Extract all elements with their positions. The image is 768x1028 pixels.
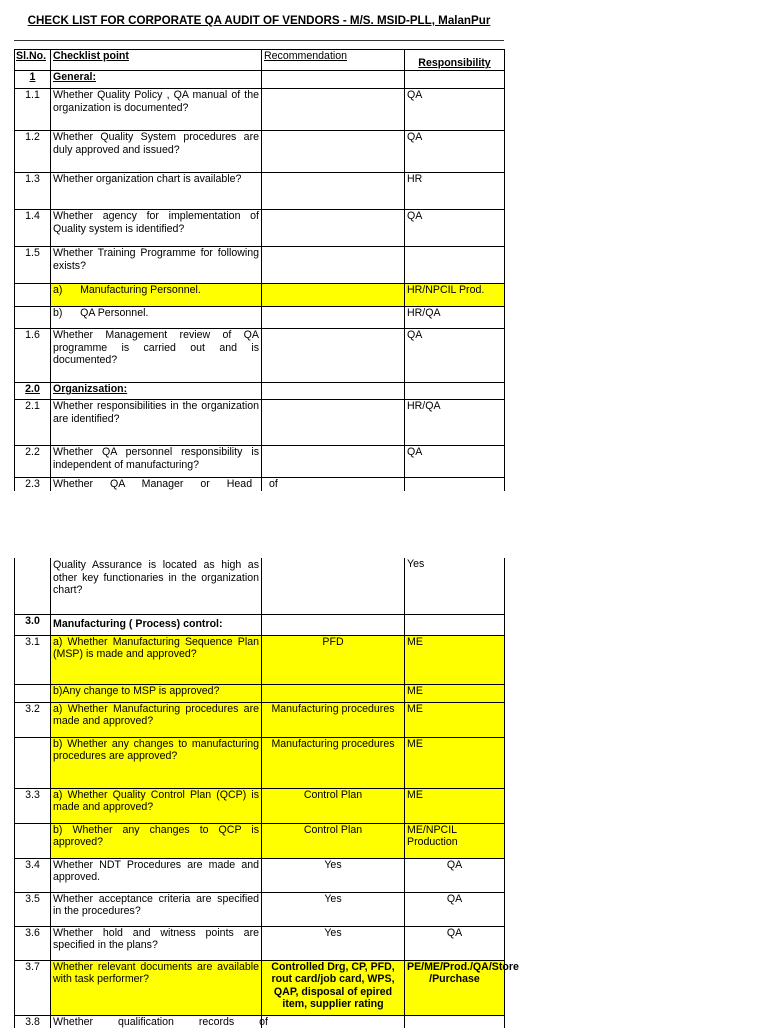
title-underline [14,40,504,41]
table-row [15,892,505,926]
table-row [15,210,505,247]
row-checklist-point: Whether hold and witness points are specified in the plans? [51,926,262,960]
row-number [15,737,51,788]
row-responsibility: PE/ME/Prod./QA/Store /Purchase [405,960,505,1015]
row-recommendation [262,210,405,247]
row-number: 3.5 [15,892,51,926]
document-title: CHECK LIST FOR CORPORATE QA AUDIT OF VENDORS - M/S. MSID-PLL, MalanPur [27,14,491,27]
table-row [15,960,505,1015]
header-responsibility: Responsibility [405,50,505,71]
row-checklist-point: Whether Quality Policy , QA manual of the organization is documented? [51,89,262,131]
row-checklist-point: b) Whether any changes to QCP is approved? [51,823,262,858]
row-recommendation [262,71,405,89]
row-recommendation: Yes [262,858,405,892]
header-row [15,50,505,71]
row-recommendation [262,329,405,383]
row-recommendation [262,478,405,491]
table-row [15,737,505,788]
row-responsibility: QA [405,329,505,383]
row-checklist-point: Organizsation: [51,383,262,400]
row-number: 3.7 [15,960,51,1015]
row-number: 3.2 [15,702,51,737]
row-checklist-point: Manufacturing ( Process) control: [51,614,262,635]
row-checklist-point: a) Whether Quality Control Plan (QCP) is made and approved? [51,788,262,823]
row-recommendation [262,131,405,173]
table-row [15,329,505,383]
row-recommendation [262,307,405,329]
table-row [15,247,505,284]
table-row [15,788,505,823]
row-number: 3.1 [15,635,51,684]
row-responsibility [405,1015,505,1028]
row-responsibility [405,614,505,635]
checklist-table-page-2 [14,558,519,1028]
table-row [15,131,505,173]
row-number: 3.0 [15,614,51,635]
row-number: 2.3 [15,478,51,491]
table-row [15,307,505,329]
row-number: 3.6 [15,926,51,960]
row-checklist-point: Whether Quality System procedures are duly approved and issued? [51,131,262,173]
row-responsibility: Yes [405,558,505,614]
row-number: 1.2 [15,131,51,173]
row-responsibility: QA [405,926,505,960]
row-responsibility: HR/QA [405,307,505,329]
row-checklist-point: Whether responsibilities in the organization are identified? [51,400,262,446]
row-number: 2.1 [15,400,51,446]
row-recommendation [262,247,405,284]
row-number: 1.5 [15,247,51,284]
row-number [15,284,51,307]
row-checklist-point: b) Whether any changes to manufacturing procedures are approved? [51,737,262,788]
row-recommendation [262,173,405,210]
table-row [15,89,505,131]
row-recommendation: Controlled Drg, CP, PFD, rout card/job card, WPS, QAP, disposal of epired item, supplier rating [262,960,405,1015]
row-checklist-point: Whether Training Programme for following exists? [51,247,262,284]
row-recommendation [262,684,405,702]
row-recommendation: Manufacturing procedures [262,702,405,737]
row-checklist-point: Whether qualification records of [51,1015,262,1028]
table-row [15,383,505,400]
row-checklist-point: Whether Management review of QA programme is carried out and is documented? [51,329,262,383]
row-recommendation: Yes [262,926,405,960]
row-checklist-point: General: [51,71,262,89]
row-checklist-point: Whether organization chart is available? [51,173,262,210]
table-row [15,635,505,684]
row-checklist-point: Whether QA Manager or Head of [51,478,262,491]
row-responsibility: HR/NPCIL Prod. [405,284,505,307]
row-number [15,684,51,702]
row-number: 3.4 [15,858,51,892]
row-recommendation: Control Plan [262,788,405,823]
header-recommendation: Recommendation [262,50,405,71]
table-row [15,684,505,702]
row-recommendation: Manufacturing procedures [262,737,405,788]
row-responsibility: QA [405,89,505,131]
row-responsibility: HR/QA [405,400,505,446]
row-recommendation [262,558,405,614]
row-checklist-point: Whether acceptance criteria are specified in the procedures? [51,892,262,926]
table-row [15,614,505,635]
row-recommendation [262,1015,405,1028]
row-responsibility [405,247,505,284]
row-responsibility: ME [405,702,505,737]
row-number [15,558,51,614]
row-recommendation [262,400,405,446]
row-number: 1.3 [15,173,51,210]
row-recommendation: Yes [262,892,405,926]
row-responsibility [405,478,505,491]
row-checklist-point: a) Manufacturing Personnel. [51,284,262,307]
table-row [15,446,505,478]
row-recommendation [262,89,405,131]
row-responsibility: ME [405,635,505,684]
row-checklist-point: b)Any change to MSP is approved? [51,684,262,702]
row-responsibility: ME/NPCIL Production [405,823,505,858]
row-number: 1.6 [15,329,51,383]
table-row [15,823,505,858]
table-row [15,284,505,307]
row-number: 1.4 [15,210,51,247]
table-row [15,1015,505,1028]
row-checklist-point: Whether NDT Procedures are made and approved. [51,858,262,892]
checklist-table-page-1 [14,49,505,491]
table-row [15,400,505,446]
row-checklist-point: b) QA Personnel. [51,307,262,329]
row-recommendation: Control Plan [262,823,405,858]
row-recommendation [262,614,405,635]
row-checklist-point: Whether relevant documents are available with task performer? [51,960,262,1015]
row-responsibility: QA [405,446,505,478]
row-recommendation: PFD [262,635,405,684]
row-recommendation [262,446,405,478]
table-row [15,926,505,960]
row-checklist-point: Whether agency for implementation of Quality system is identified? [51,210,262,247]
row-checklist-point: Quality Assurance is located as high as other key functionaries in the organization chart? [51,558,262,614]
row-number [15,823,51,858]
table-row [15,71,505,89]
table-row [15,858,505,892]
row-number [15,307,51,329]
row-responsibility: QA [405,131,505,173]
row-responsibility: QA [405,892,505,926]
row-checklist-point: a) Whether Manufacturing Sequence Plan (MSP) is made and approved? [51,635,262,684]
row-responsibility: QA [405,210,505,247]
row-responsibility: ME [405,684,505,702]
table-row [15,478,505,491]
row-number: 3.8 [15,1015,51,1028]
row-number: 3.3 [15,788,51,823]
row-number: 2.0 [15,383,51,400]
row-recommendation [262,383,405,400]
row-checklist-point: a) Whether Manufacturing procedures are made and approved? [51,702,262,737]
header-slno: Sl.No. [15,50,51,71]
row-responsibility: ME [405,788,505,823]
row-responsibility [405,383,505,400]
row-responsibility [405,71,505,89]
row-responsibility: QA [405,858,505,892]
row-responsibility: HR [405,173,505,210]
row-number: 2.2 [15,446,51,478]
row-checklist-point: Whether QA personnel responsibility is independent of manufacturing? [51,446,262,478]
table-row [15,558,505,614]
row-number: 1 [15,71,51,89]
row-responsibility: ME [405,737,505,788]
table-row [15,173,505,210]
row-number: 1.1 [15,89,51,131]
table-row [15,702,505,737]
header-checklist-point: Checklist point [51,50,262,71]
row-recommendation [262,284,405,307]
